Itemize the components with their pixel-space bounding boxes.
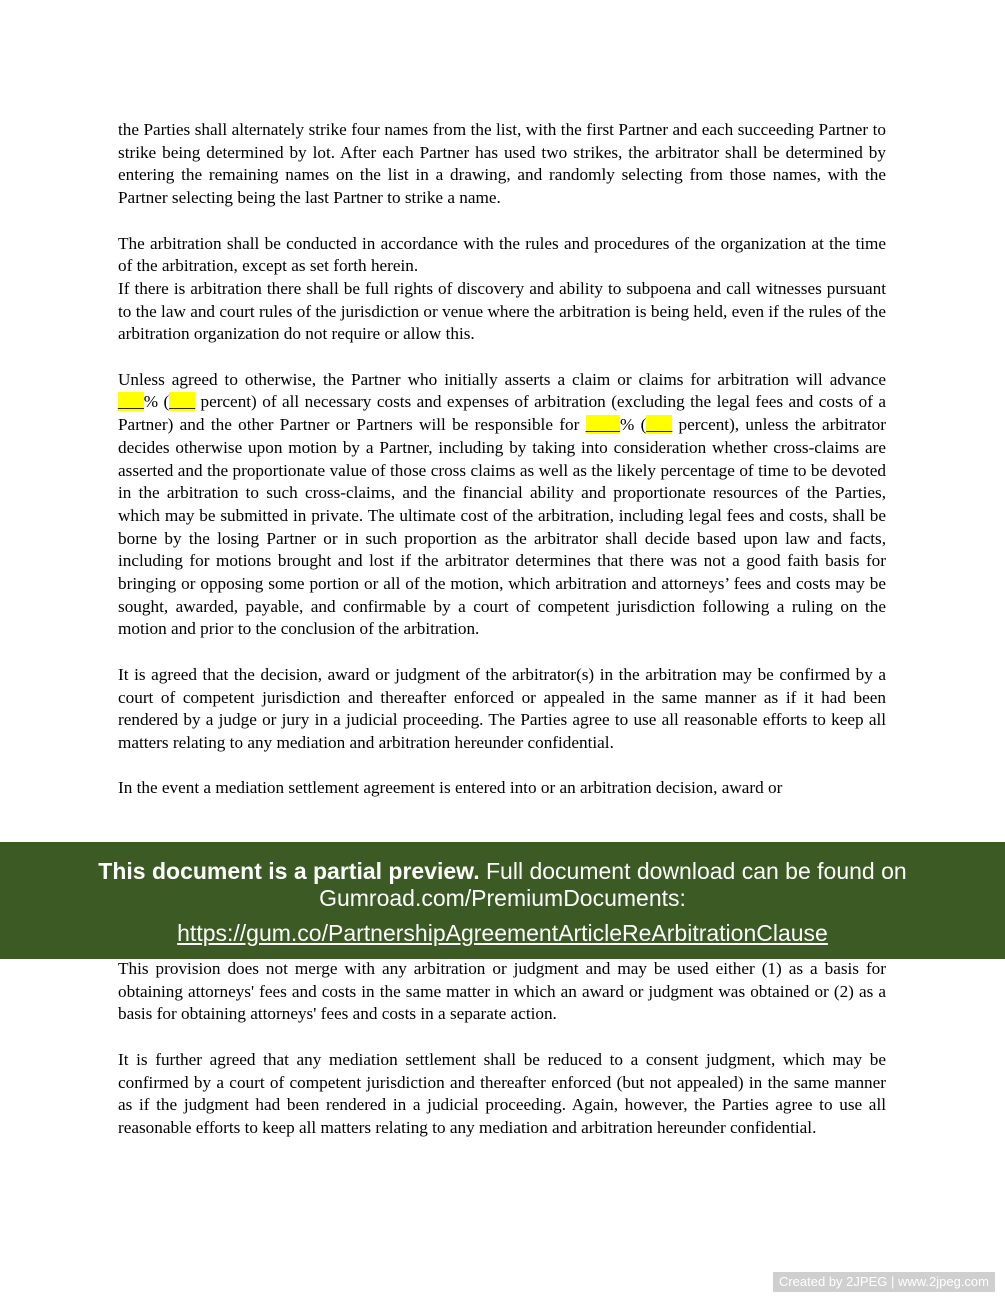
blank-percent-words-field: ___ bbox=[646, 415, 673, 435]
text-segment: % ( bbox=[620, 415, 647, 435]
paragraph-settlement-partial: In the event a mediation settlement agreement is entered into or an arbitration decision, award or bbox=[118, 778, 783, 798]
blank-percent-field: ___ bbox=[118, 392, 144, 412]
paragraph-rules-procedures: The arbitration shall be conducted in accordance with the rules and procedures of the organization at the time of the arbitration, except as set forth herein. bbox=[118, 233, 886, 276]
text-segment: Unless agreed to otherwise, the Partner who initially asserts a claim or claims for arbitration will advance bbox=[118, 369, 886, 389]
download-link[interactable]: https://gum.co/PartnershipAgreementArticleReArbitrationClause bbox=[177, 920, 828, 946]
blank-percent-field: ____ bbox=[585, 415, 621, 435]
text-segment: percent), unless the arbitrator decides otherwise upon motion by a Partner, including by taking into consideration whether cross-claims are asserted and the proportionate value of those cross claims as well as the likely percentage of time to be devoted in the arbitration to such cross-claims, and the financial ability and proportionate resources of the Parties, which may be submitted in private. The ultimate cost of the arbitration, including legal fees and costs, shall be borne by the losing Partner or in such proportion as the arbitrator shall decide based upon law and facts, including for motions brought and lost if the arbitrator determines that there was not a good faith basis for bringing or opposing some portion or all of the motion, which arbitration and attorneys’ fees and costs may be sought, awarded, payable, and confirmable by a court of competent jurisdiction following a ruling on the motion and prior to the conclusion of the arbitration. bbox=[118, 415, 886, 639]
paragraph-cost-allocation bbox=[118, 369, 886, 641]
paragraph-consent-judgment: It is further agreed that any mediation settlement shall be reduced to a consent judgment, which may be confirmed by a court of competent jurisdiction and thereafter enforced (but not appealed) in the same manner as if the judgment had been rendered in a judicial proceeding. Again, however, the Parties agree to use all reasonable efforts to keep all matters relating to any mediation and arbitration hereunder confidential. bbox=[118, 1049, 886, 1137]
banner-message bbox=[0, 842, 1005, 912]
text-segment: % ( bbox=[143, 392, 170, 412]
document-body bbox=[118, 119, 886, 800]
paragraph-strike-names: the Parties shall alternately strike four names from the list, with the first Partner and each succeeding Partner to strike being determined by lot. After each Partner has used two strikes, the arbitrator shall be determined by entering the remaining names on the list in a drawing, and randomly selecting from those names, with the Partner selecting being the last Partner to strike a name. bbox=[118, 120, 886, 208]
paragraph-confirmation-confidentiality: It is agreed that the decision, award or judgment of the arbitrator(s) in the arbitration may be confirmed by a court of competent jurisdiction and thereafter enforced or appealed in the same manner as if it had been rendered by a judge or jury in a judicial proceeding. The Parties agree to use all reasonable efforts to keep all matters relating to any mediation and arbitration hereunder confidential. bbox=[118, 664, 886, 752]
banner-text: Full document download can be found on Gumroad.com/PremiumDocuments: bbox=[319, 858, 907, 911]
preview-banner bbox=[0, 842, 1005, 959]
watermark: Created by 2JPEG | www.2jpeg.com bbox=[773, 1272, 995, 1292]
blank-percent-words-field: ___ bbox=[169, 392, 196, 412]
text-segment: percent) of all necessary costs and expenses of arbitration (excluding the legal fees and costs of a Partner) and the other Partner or Partners will be responsible for bbox=[118, 392, 886, 435]
paragraph-no-merger: This provision does not merge with any arbitration or judgment and may be used either (1) as a basis for obtaining attorneys' fees and costs in the same matter in which an award or judgment was obtained or (2) as a basis for obtaining attorneys' fees and costs in a separate action. bbox=[118, 959, 886, 1024]
banner-bold-text: This document is a partial preview. bbox=[98, 858, 480, 884]
document-body-lower bbox=[118, 958, 886, 1140]
paragraph-discovery-rights: If there is arbitration there shall be full rights of discovery and ability to subpoena and call witnesses pursuant to the law and court rules of the jurisdiction or venue where the arbitration is being held, even if the rules of the arbitration organization do not require or allow this. bbox=[118, 278, 886, 344]
